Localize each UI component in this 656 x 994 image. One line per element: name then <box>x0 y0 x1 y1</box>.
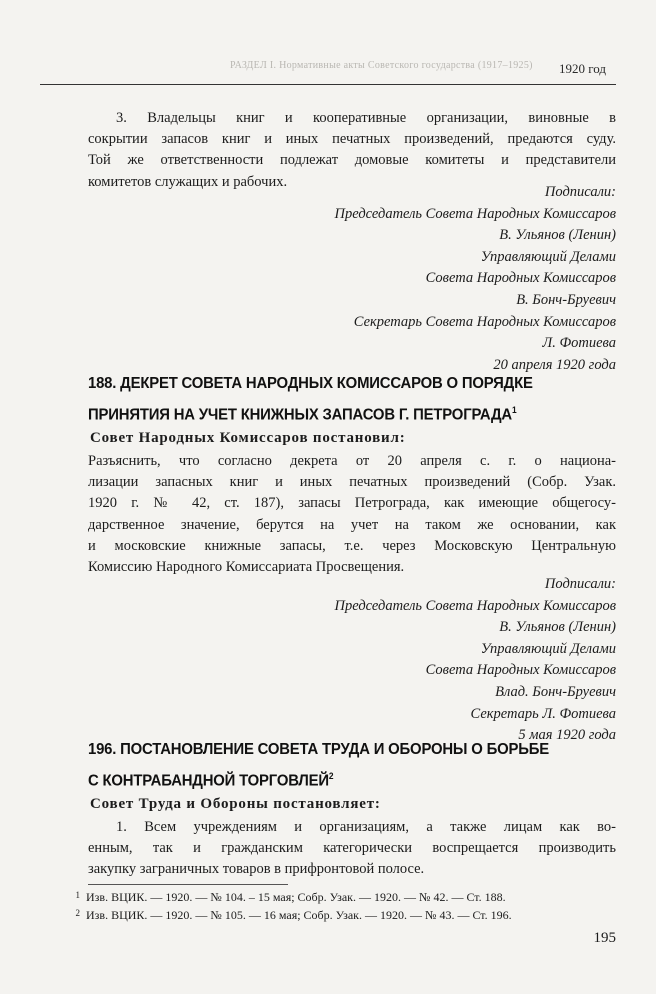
text-line: лизации запасных книг и иных печатных произведений (Собр. Узак. <box>88 474 616 491</box>
signature-date: 5 мая 1920 года <box>518 727 616 744</box>
signature-line: В. Ульянов (Ленин) <box>499 619 616 636</box>
signature-line: В. Бонч-Бруевич <box>516 291 616 308</box>
text-line: 1920 г. № 42, ст. 187), запасы Петрограда, как имеющие общегосу- <box>88 495 616 512</box>
text-line: и московские книжные запасы, т.е. через Московскую Центральную <box>88 537 616 554</box>
signed-label: Подписали: <box>544 184 616 200</box>
footnotes <box>58 888 618 924</box>
signature-line: Секретарь Совета Народных Комиссаров <box>353 313 616 330</box>
title-line: ПРИНЯТИЯ НА УЧЕТ КНИЖНЫХ ЗАПАСОВ Г. ПЕТРОГРАДА$^1$ <box>88 405 517 424</box>
footnote-ref: 1 <box>511 405 517 415</box>
signature-line: Председатель Совета Народных Комиссаров <box>334 205 616 222</box>
section1-paragraph <box>88 108 616 193</box>
header-year: 1920 год <box>559 61 606 76</box>
doc196-lead: Совет Труда и Обороны постановляет: <box>90 796 381 812</box>
signature-block-2 <box>196 574 616 747</box>
text-line: дарственное значение, берутся на учет на таком же основании, как <box>88 516 616 533</box>
text-line: 3. Владельцы книг и кооперативные организации, виновные в <box>116 110 616 126</box>
signature-line: В. Ульянов (Ленин) <box>499 227 616 244</box>
footnote-text: Изв. ВЦИК. — 1920. — № 104. – 15 мая; Собр. Узак. — 1920. — № 42. — Ст. 188. <box>86 890 506 904</box>
footnote-text: Изв. ВЦИК. — 1920. — № 105. — 16 мая; Собр. Узак. — 1920. — № 43. — Ст. 196. <box>86 908 512 922</box>
doc196-paragraph <box>88 817 616 881</box>
doc188-lead: Совет Народных Комиссаров постановил: <box>90 430 406 446</box>
signed-label: Подписали: <box>544 576 616 592</box>
text-line: Комиссию Народного Комиссариата Просвещения. <box>88 559 405 576</box>
text-line: комитетов служащих и рабочих. <box>88 173 288 190</box>
text-line: сокрытии запасов книг и иных печатных произведений, предаются суду. <box>88 131 616 148</box>
text-line: закупку заграничных товаров в прифронтовой полосе. <box>88 861 425 878</box>
title-line: С КОНТРАБАНДНОЙ ТОРГОВЛЕЙ$^2$ <box>88 771 334 790</box>
signature-line: Совета Народных Комиссаров <box>425 270 616 287</box>
doc188-paragraph <box>88 451 616 578</box>
footnote-ref: 2 <box>328 771 334 781</box>
text-line: енным, так и гражданским категорически воспрещается производить <box>88 840 616 857</box>
doc196-title <box>88 736 579 794</box>
signature-line: Л. Фотиева <box>542 335 616 352</box>
footnote-divider <box>88 884 288 885</box>
page-number: 195 <box>593 930 616 946</box>
text-line: 1. Всем учреждениям и организациям, а также лицам как во- <box>116 819 616 835</box>
signature-line: Влад. Бонч-Бруевич <box>495 683 616 700</box>
bleed-through-text: РАЗДЕЛ I. Нормативные акты Советского государства (1917–1925) <box>230 60 533 71</box>
signature-block-1 <box>196 182 616 376</box>
footnote <box>58 906 618 924</box>
signature-line: Секретарь Л. Фотиева <box>470 705 616 722</box>
footnote-number: 2 <box>75 908 80 918</box>
signature-date: 20 апреля 1920 года <box>493 356 616 373</box>
title-line: 188. ДЕКРЕТ СОВЕТА НАРОДНЫХ КОМИССАРОВ О ПОРЯДКЕ <box>88 375 533 392</box>
title-line: 196. ПОСТАНОВЛЕНИЕ СОВЕТА ТРУДА И ОБОРОНЫ О БОРЬБЕ <box>88 741 550 758</box>
footnote-number: 1 <box>75 890 80 900</box>
text-line: Той же ответственности подлежат домовые комитеты и представители <box>88 152 616 169</box>
header-rule <box>40 84 616 85</box>
text-line: Разъяснить, что согласно декрета от 20 апреля с. г. о национа- <box>88 453 616 469</box>
signature-line: Председатель Совета Народных Комиссаров <box>334 597 616 614</box>
doc188-title <box>88 370 579 428</box>
signature-line: Управляющий Делами <box>480 640 616 657</box>
footnote <box>58 888 618 906</box>
signature-line: Управляющий Делами <box>480 248 616 265</box>
running-header <box>40 56 616 86</box>
signature-line: Совета Народных Комиссаров <box>425 662 616 679</box>
